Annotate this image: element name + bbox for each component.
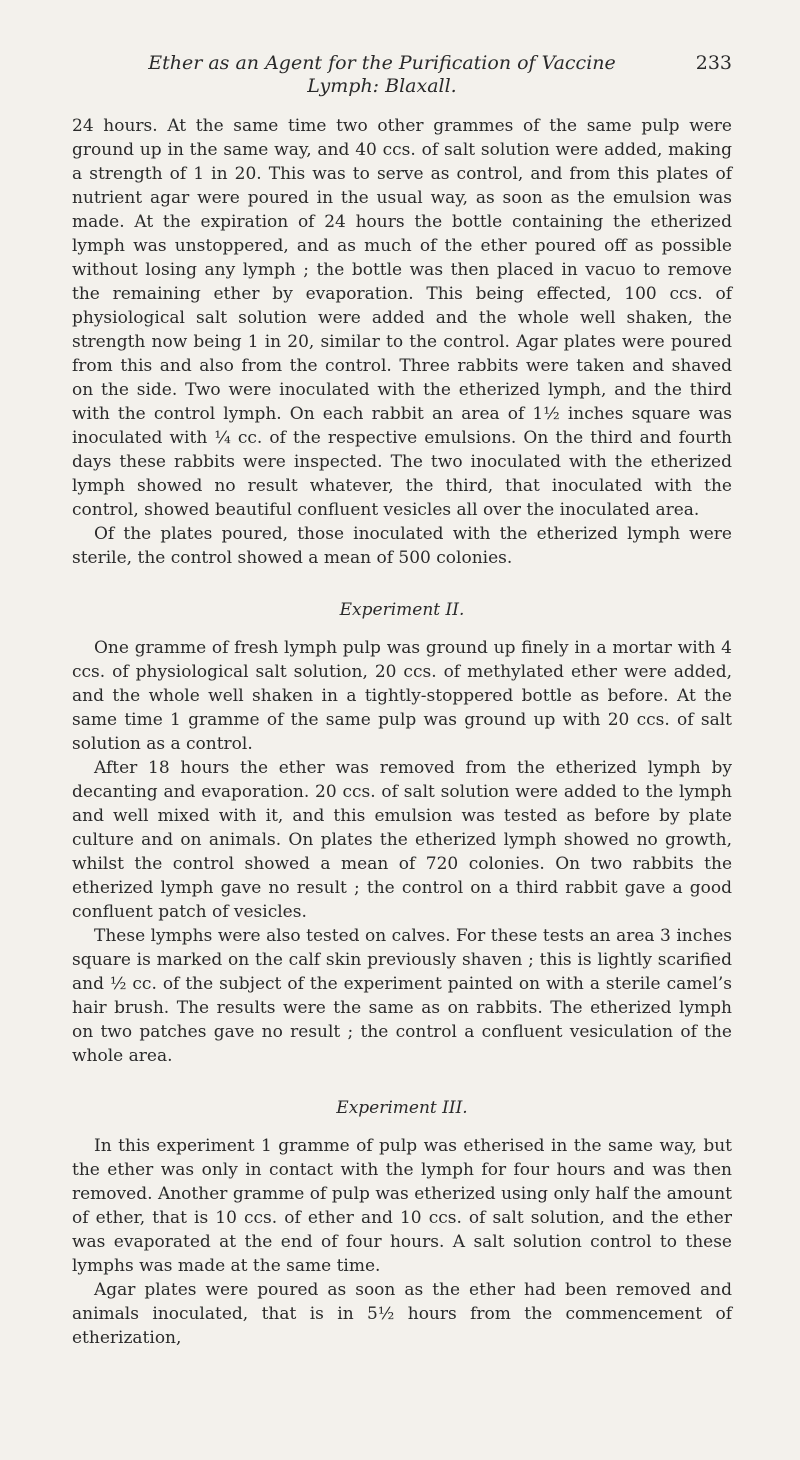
header-title-line-2: Lymph: Blaxall. [307,75,457,97]
page-number: 233 [695,52,732,74]
intro-paragraph-2: Of the plates poured, those inoculated with the etherized lymph were sterile, the control showed a mean of 500 colonies. [72,524,732,568]
experiment-2-heading: Experiment II. [339,600,465,620]
experiment-2-paragraph-3: These lymphs were also tested on calves. For these tests an area 3 inches square is marked on the calf skin previously shaven ; this is lightly scarified and ½ cc. of the subject of the experiment painted on with a sterile camel’s hair brush. The results were the same as on rabbits. The etherized lymph on two patches gave no result ; the control a confluent vesiculation of the whole area. [72,926,732,1066]
experiment-3-heading: Experiment III. [336,1098,468,1118]
intro-paragraph-1: 24 hours. At the same time two other grammes of the same pulp were ground up in the same way, and 40 ccs. of salt solution were added, making a strength of 1 in 20. This was to serve as control, and from this plates of nutrient agar were poured in the usual way, as soon as the emulsion was made. At the expiration of 24 hours the bottle containing the etherized lymph was unstoppered, and as much of the ether poured off as possible without losing any lymph ; the bottle was then placed in vacuo to remove the remaining ether by evaporation. This being effected, 100 ccs. of physiological salt solution were added and the whole well shaken, the strength now being 1 in 20, similar to the control. Agar plates were poured from this and also from the control. Three rabbits were taken and shaved on the side. Two were inoculated with the etherized lymph, and the third with the control lymph. On each rabbit an area of 1½ inches square was inoculated with ¼ cc. of the respective emulsions. On the third and fourth days these rabbits were inspected. The two inoculated with the etherized lymph showed no result whatever, the third, that inoculated with the control, showed beautiful confluent vesicles all over the inoculated area. [72,116,732,520]
experiment-2-paragraph-2: After 18 hours the ether was removed from the etherized lymph by decanting and evaporation. 20 ccs. of salt solution were added to the lymph and well mixed with it, and this emulsion was tested as before by plate culture and on animals. On plates the etherized lymph showed no growth, whilst the control showed a mean of 720 colonies. On two rabbits the etherized lymph gave no result ; the control on a third rabbit gave a good confluent patch of vesicles. [72,758,732,922]
experiment-3-paragraph-2: Agar plates were poured as soon as the ether had been removed and animals inoculated, that is in 5½ hours from the commencement of etherization, [72,1280,732,1348]
experiment-2-paragraph-1: One gramme of fresh lymph pulp was ground up finely in a mortar with 4 ccs. of physiological salt solution, 20 ccs. of methylated ether were added, and the whole well shaken in a tightly-stoppered bottle as before. At the same time 1 gramme of the same pulp was ground up with 20 ccs. of salt solution as a control. [72,638,732,754]
header-title-line-1: Ether as an Agent for the Purification of Vaccine [148,52,616,74]
running-header [72,52,732,98]
experiment-3-paragraph-1: In this experiment 1 gramme of pulp was etherised in the same way, but the ether was only in contact with the lymph for four hours and was then removed. Another gramme of pulp was etherized using only half the amount of ether, that is 10 ccs. of ether and 10 ccs. of salt solution, and the ether was evaporated at the end of four hours. A salt solution control to these lymphs was made at the same time. [72,1136,732,1276]
